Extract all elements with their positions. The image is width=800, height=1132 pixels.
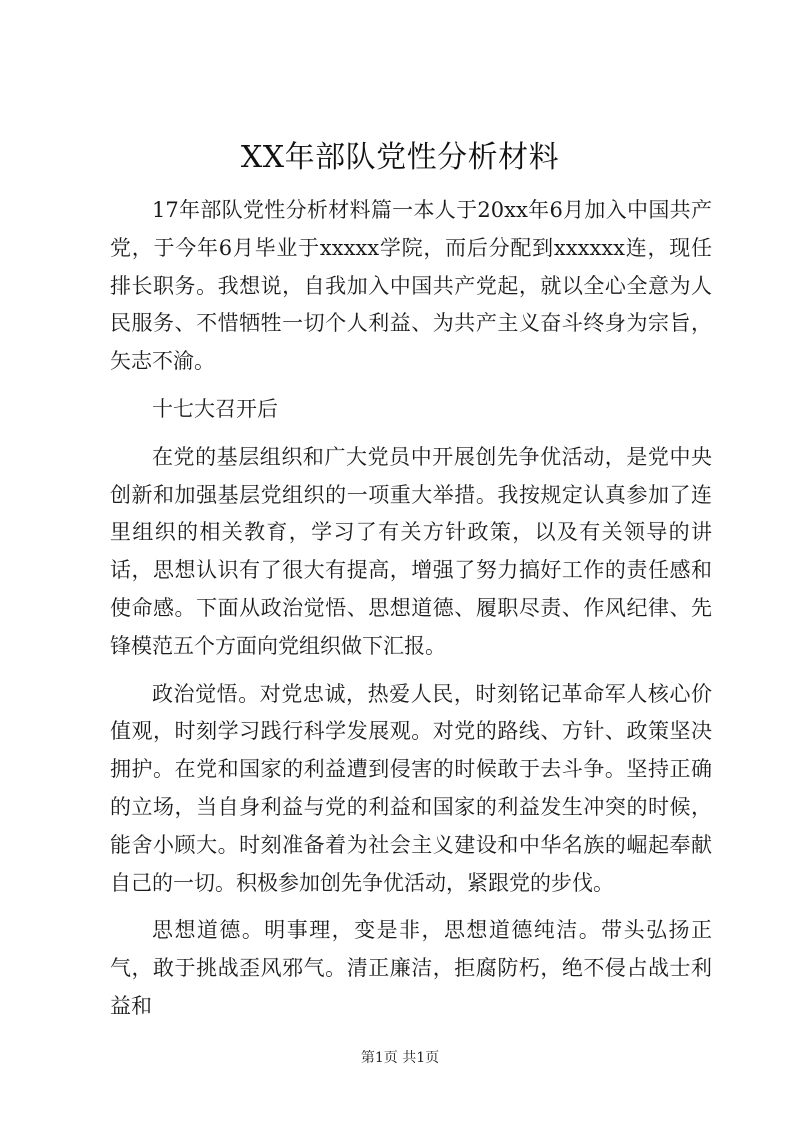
paragraph-heading: 十七大召开后 xyxy=(152,396,278,421)
paragraph-intro: 17年部队党性分析材料篇一本人于20xx年6月加入中国共产党，于今年6月毕业于xxxxx学院，而后分配到xxxxxx连，现任排长职务。我想说，自我加入中国共产党起，就以全心全意为人民服务、不惜牺牲一切个人利益、为共产主义奋斗终身为宗旨，矢志不渝。 xyxy=(110,198,712,374)
document-body xyxy=(110,192,712,1026)
paragraph-moral: 思想道德。明事理，变是非，思想道德纯洁。带头弘扬正气，敢于挑战歪风邪气。清正廉洁，拒腐防朽，绝不侵占战士利益和 xyxy=(110,918,712,1018)
paragraph-political: 政治觉悟。对党忠诚，热爱人民，时刻铭记革命军人核心价值观，时刻学习践行科学发展观。对党的路线、方针、政策坚决拥护。在党和国家的利益遭到侵害的时候敢于去斗争。坚持正确的立场，当自身利益与党的利益和国家的利益发生冲突的时候，能舍小顾大。时刻准备着为社会主义建设和中华名族的崛起奉献自己的一切。积极参加创先争优活动，紧跟党的步伐。 xyxy=(110,681,712,895)
paragraph-activity: 在党的基层组织和广大党员中开展创先争优活动，是党中央创新和加强基层党组织的一项重大举措。我按规定认真参加了连里组织的相关教育，学习了有关方针政策，以及有关领导的讲话，思想认识有了很大有提高，增强了努力搞好工作的责任感和使命感。下面从政治觉悟、思想道德、履职尽责、作风纪律、先锋模范五个方面向党组织做下汇报。 xyxy=(110,444,712,658)
document-title: XX年部队党性分析材料 xyxy=(240,140,560,175)
page-footer: 第1页 共1页 xyxy=(360,1050,440,1066)
